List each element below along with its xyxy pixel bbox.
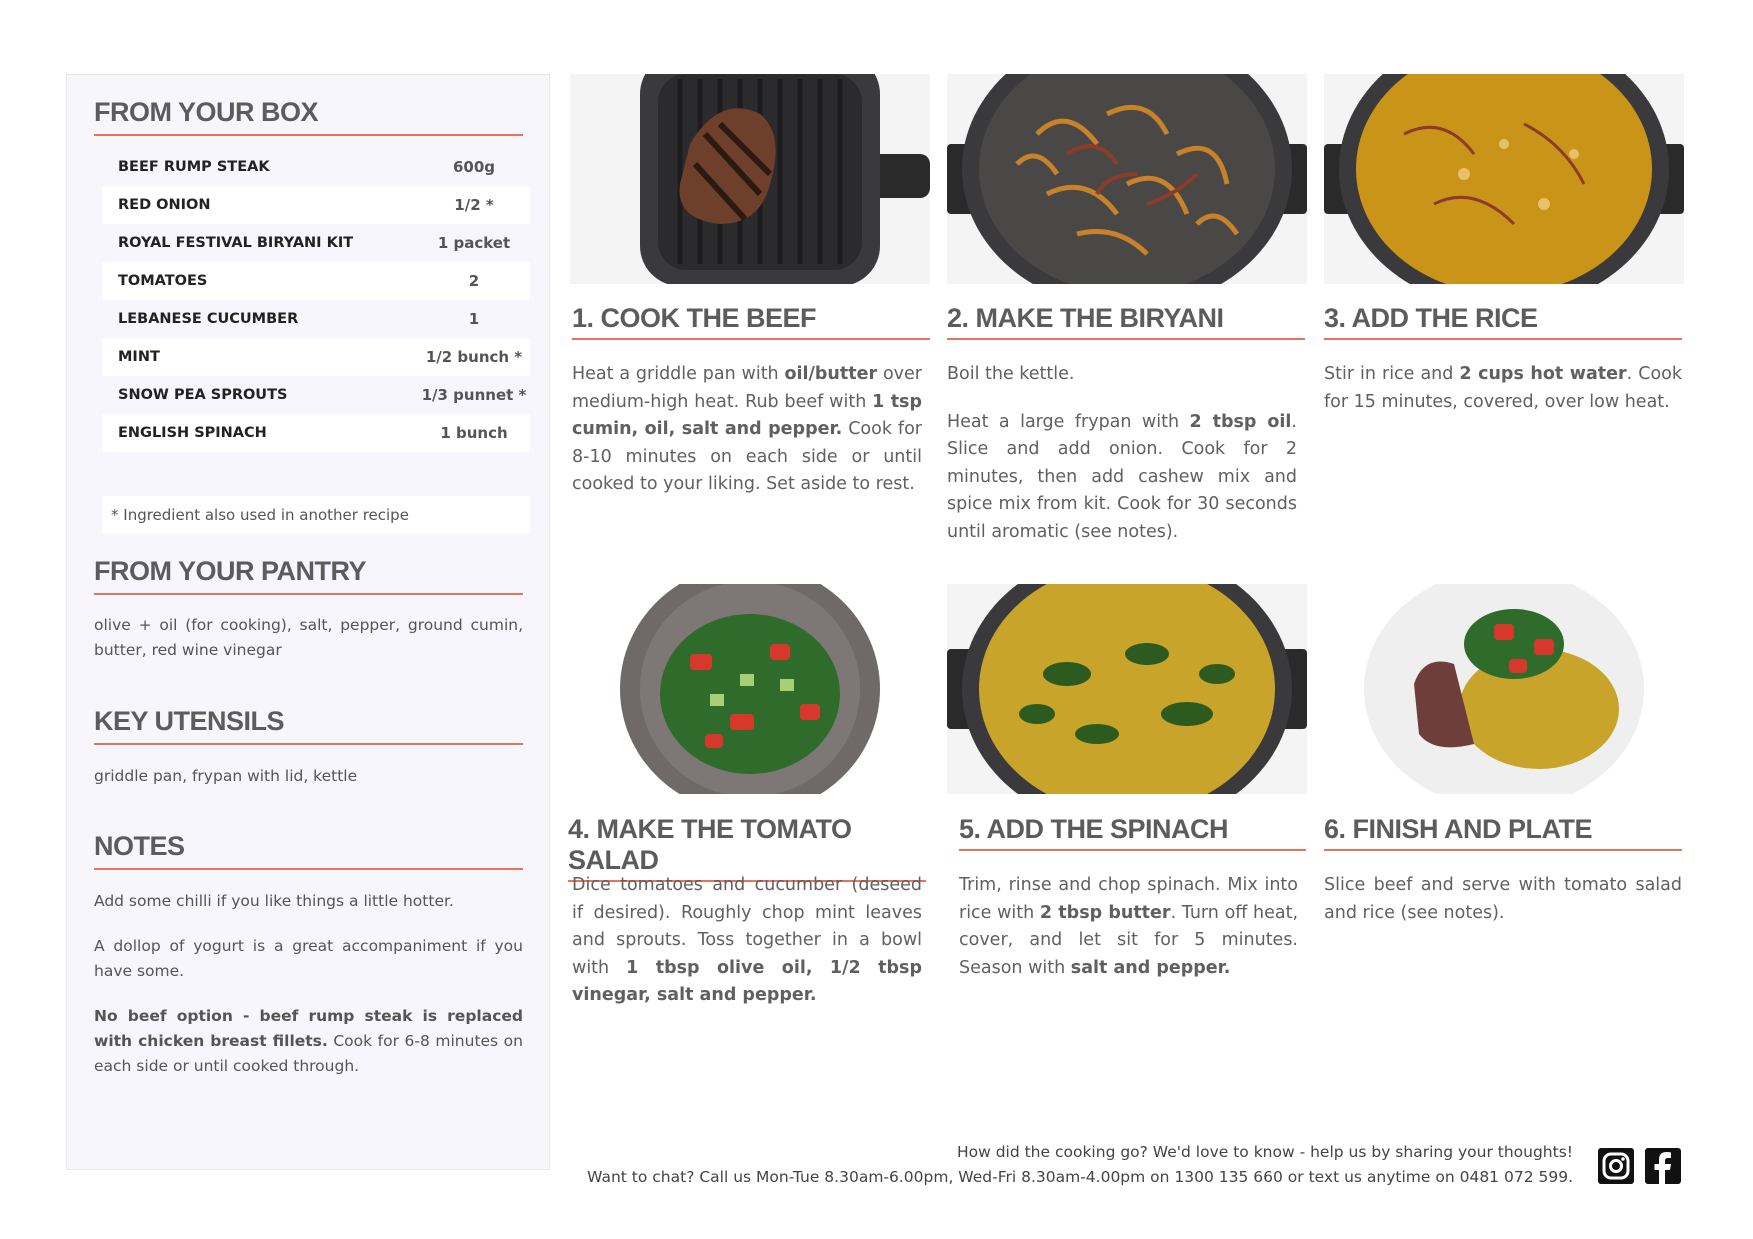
ingredient-row (102, 376, 530, 414)
ingredient-name: MINT (118, 349, 160, 365)
step-1-title: 1. COOK THE BEEF (572, 303, 930, 340)
ingredient-qty: 1 bunch (440, 424, 508, 442)
step-6-photo (1324, 584, 1684, 794)
ingredient-row (102, 414, 530, 452)
ingredients-sidebar (66, 74, 550, 1170)
pantry-text: olive + oil (for cooking), salt, pepper, ground cumin, butter, red wine vinegar (94, 616, 523, 659)
ingredient-row (102, 262, 530, 300)
step-3-text: Stir in rice and 2 cups hot water. Cook for 15 minutes, covered, over low heat. (1324, 364, 1682, 412)
step-6-title: 6. FINISH AND PLATE (1324, 814, 1682, 851)
step-1-photo (570, 74, 930, 284)
step-3-title: 3. ADD THE RICE (1324, 303, 1682, 340)
contact-line: Want to chat? Call us Mon-Tue 8.30am-6.00pm, Wed-Fri 8.30am-4.00pm on 1300 135 660 or text us anytime on 0481 072 599. (587, 1168, 1573, 1186)
instagram-icon[interactable] (1598, 1148, 1634, 1184)
ingredient-row (102, 300, 530, 338)
step-5-text: Trim, rinse and chop spinach. Mix into rice with 2 tbsp butter. Turn off heat, cover, and let sit for 5 minutes. Season with salt and pepper. (959, 875, 1299, 978)
step-2-text: Boil the kettle. Heat a large frypan with 2 tbsp oil. Slice and add onion. Cook for 2 minutes, then add cashew mix and spice mix from kit. Cook for 30 seconds until aromatic (see notes). (947, 364, 1297, 542)
ingredient-name: ROYAL FESTIVAL BIRYANI KIT (118, 235, 354, 251)
ingredient-row (102, 224, 530, 262)
ingredient-qty: 1/2 * (454, 196, 494, 214)
ingredient-footnote: * Ingredient also used in another recipe (102, 496, 530, 534)
ingredient-qty: 1/3 punnet * (421, 386, 527, 404)
step-4-title: 4. MAKE THE TOMATO SALAD (568, 814, 926, 882)
ingredient-name: BEEF RUMP STEAK (118, 159, 270, 175)
step-6-text: Slice beef and serve with tomato salad and rice (see notes). (1324, 875, 1682, 923)
ingredients-table (102, 148, 530, 452)
notes-title: NOTES (94, 831, 523, 870)
step-2-photo (947, 74, 1307, 284)
ingredient-name: SNOW PEA SPROUTS (118, 387, 288, 403)
from-your-box-title: FROM YOUR BOX (94, 97, 523, 136)
utensils-text: griddle pan, frypan with lid, kettle (94, 767, 358, 785)
key-utensils-title: KEY UTENSILS (94, 706, 523, 745)
facebook-icon[interactable] (1645, 1148, 1681, 1184)
step-3-photo (1324, 74, 1684, 284)
step-4-text: Dice tomatoes and cucumber (deseed if desired). Roughly chop mint leaves and sprouts. Toss together in a bowl with 1 tbsp olive oil, 1/2 tbsp vinegar, salt and pepper. (572, 875, 922, 1005)
from-your-pantry-title: FROM YOUR PANTRY (94, 556, 523, 595)
ingredient-qty: 1 packet (437, 234, 511, 252)
ingredient-row (102, 186, 530, 224)
ingredient-name: RED ONION (118, 197, 211, 213)
ingredient-row (102, 338, 530, 376)
ingredient-qty: 1 (468, 310, 480, 328)
ingredient-name: TOMATOES (118, 273, 208, 289)
ingredient-name: ENGLISH SPINACH (118, 425, 267, 441)
feedback-footer (587, 1140, 1573, 1190)
ingredient-name: LEBANESE CUCUMBER (118, 311, 299, 327)
ingredient-qty: 600g (452, 158, 496, 176)
ingredient-qty: 2 (468, 272, 480, 290)
ingredient-qty: 1/2 bunch * (425, 348, 523, 366)
step-4-photo (570, 584, 930, 794)
notes-text: Add some chilli if you like things a little hotter. A dollop of yogurt is a great accompaniment if you have some. No beef option - beef rump steak is replaced with chicken breast fillets. Cook for 6-8 minutes on each side or until cooked through. (94, 892, 523, 1075)
step-5-photo (947, 584, 1307, 794)
step-2-title: 2. MAKE THE BIRYANI (947, 303, 1305, 340)
feedback-line: How did the cooking go? We'd love to know - help us by sharing your thoughts! (956, 1143, 1573, 1161)
step-5-title: 5. ADD THE SPINACH (959, 814, 1306, 851)
ingredient-row (102, 148, 530, 186)
step-1-text: Heat a griddle pan with oil/butter over medium-high heat. Rub beef with 1 tsp cumin, oil, salt and pepper. Cook for 8-10 minutes on each side or until cooked to your liking. Set aside to rest. (572, 364, 923, 494)
